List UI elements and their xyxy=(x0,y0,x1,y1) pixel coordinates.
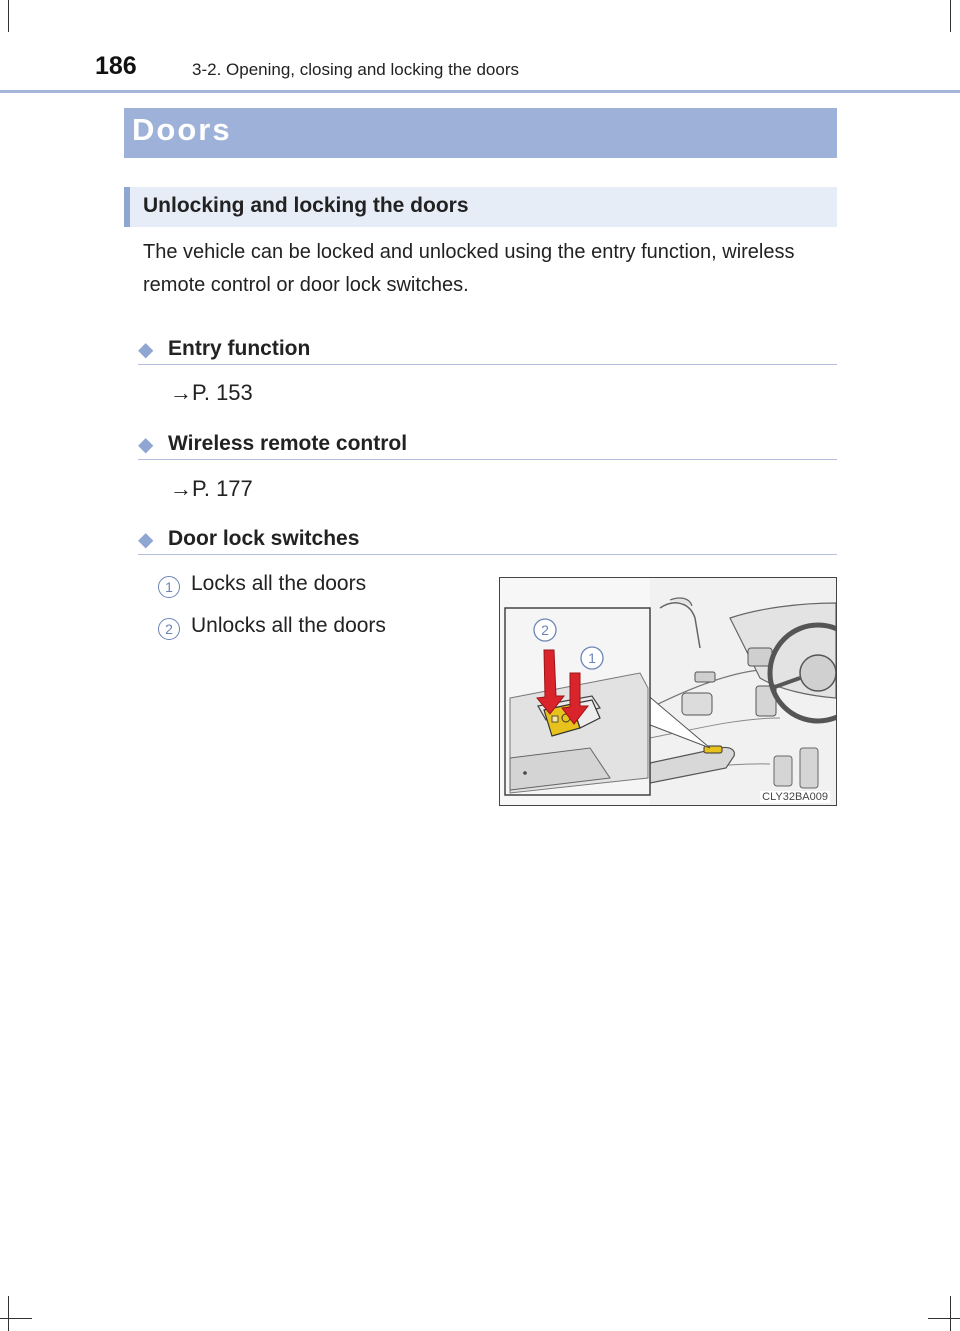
callout-number: 2 xyxy=(541,622,549,638)
page-number: 186 xyxy=(95,52,137,80)
crop-mark xyxy=(950,0,951,32)
crop-mark xyxy=(0,1318,32,1319)
callout-number: 1 xyxy=(588,650,596,666)
header-rule xyxy=(0,90,960,93)
section-heading-door-lock-switches xyxy=(138,524,837,555)
page-reference-link[interactable]: →P. 153 xyxy=(170,380,253,405)
section-heading-entry-function xyxy=(138,334,837,365)
step-text: Locks all the doors xyxy=(191,572,367,595)
page-title: Doors xyxy=(124,108,837,158)
step-number-badge: 2 xyxy=(158,618,180,640)
page-reference-link[interactable]: →P. 177 xyxy=(170,476,253,501)
figure-code: CLY32BA009 xyxy=(762,791,828,803)
step-number-badge: 1 xyxy=(158,576,180,598)
intro-paragraph: The vehicle can be locked and unlocked using the entry function, wireless remote control or door lock switches. xyxy=(143,241,795,296)
subsection-heading: Unlocking and locking the doors xyxy=(124,187,837,227)
door-lock-switch-illustration xyxy=(499,577,837,806)
crop-mark xyxy=(8,1296,9,1331)
diamond-icon: ◆ xyxy=(138,434,154,456)
section-heading-wireless-remote xyxy=(138,429,837,460)
section-title: Entry function xyxy=(168,337,311,360)
section-title: Wireless remote control xyxy=(168,432,408,455)
crop-mark xyxy=(8,0,9,32)
section-title: Door lock switches xyxy=(168,527,360,550)
crop-mark xyxy=(950,1296,951,1331)
step-text: Unlocks all the doors xyxy=(191,614,386,637)
diamond-icon: ◆ xyxy=(138,339,154,361)
car-interior-drawing xyxy=(500,578,836,805)
crop-mark xyxy=(928,1318,960,1319)
chapter-title: 3-2. Opening, closing and locking the doors xyxy=(192,60,519,79)
diamond-icon: ◆ xyxy=(138,529,154,551)
